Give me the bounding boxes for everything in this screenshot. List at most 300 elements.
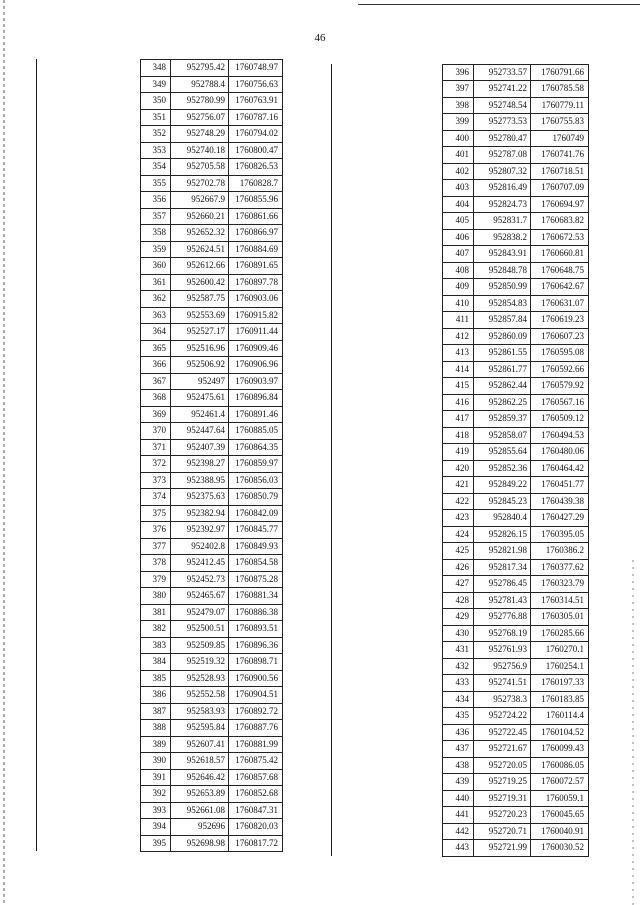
y-coordinate-cell: 1760881.34 bbox=[228, 588, 283, 604]
point-number-cell: 405 bbox=[442, 213, 473, 229]
x-coordinate-cell: 952646.42 bbox=[170, 770, 228, 786]
table-row bbox=[442, 840, 589, 857]
table-row bbox=[140, 621, 283, 638]
table-row bbox=[442, 114, 589, 131]
x-coordinate-cell: 952583.93 bbox=[170, 704, 228, 720]
point-number-cell: 409 bbox=[442, 279, 473, 295]
y-coordinate-cell: 1760886.38 bbox=[228, 605, 283, 621]
x-coordinate-cell: 952741.22 bbox=[473, 81, 530, 97]
table-row bbox=[140, 704, 283, 721]
y-coordinate-cell: 1760855.96 bbox=[228, 192, 283, 208]
x-coordinate-cell: 952756.07 bbox=[170, 110, 228, 126]
x-coordinate-cell: 952719.25 bbox=[473, 774, 530, 790]
point-number-cell: 435 bbox=[442, 708, 473, 724]
y-coordinate-cell: 1760045.65 bbox=[530, 807, 589, 823]
table-row bbox=[442, 345, 589, 362]
x-coordinate-cell: 952848.78 bbox=[473, 263, 530, 279]
table-row bbox=[140, 324, 283, 341]
point-number-cell: 407 bbox=[442, 246, 473, 262]
table-row bbox=[442, 791, 589, 808]
point-number-cell: 420 bbox=[442, 461, 473, 477]
point-number-cell: 382 bbox=[140, 621, 170, 637]
table-body bbox=[442, 64, 589, 857]
x-coordinate-cell: 952719.31 bbox=[473, 791, 530, 807]
point-number-cell: 392 bbox=[140, 786, 170, 802]
y-coordinate-cell: 1760864.35 bbox=[228, 440, 283, 456]
x-coordinate-cell: 952788.4 bbox=[170, 77, 228, 93]
point-number-cell: 353 bbox=[140, 143, 170, 159]
y-coordinate-cell: 1760847.31 bbox=[228, 803, 283, 819]
point-number-cell: 441 bbox=[442, 807, 473, 823]
y-coordinate-cell: 1760386.2 bbox=[530, 543, 589, 559]
y-coordinate-cell: 1760030.52 bbox=[530, 840, 589, 856]
y-coordinate-cell: 1760323.79 bbox=[530, 576, 589, 592]
y-coordinate-cell: 1760040.91 bbox=[530, 824, 589, 840]
y-coordinate-cell: 1760592.66 bbox=[530, 362, 589, 378]
table-row bbox=[442, 230, 589, 247]
y-coordinate-cell: 1760509.12 bbox=[530, 411, 589, 427]
y-coordinate-cell: 1760849.93 bbox=[228, 539, 283, 555]
point-number-cell: 352 bbox=[140, 126, 170, 142]
table-row bbox=[140, 423, 283, 440]
y-coordinate-cell: 1760893.51 bbox=[228, 621, 283, 637]
x-coordinate-cell: 952780.47 bbox=[473, 131, 530, 147]
y-coordinate-cell: 1760900.56 bbox=[228, 671, 283, 687]
x-coordinate-cell: 952660.21 bbox=[170, 209, 228, 225]
x-coordinate-cell: 952392.97 bbox=[170, 522, 228, 538]
table-row bbox=[140, 242, 283, 259]
x-coordinate-cell: 952720.71 bbox=[473, 824, 530, 840]
y-coordinate-cell: 1760909.46 bbox=[228, 341, 283, 357]
x-coordinate-cell: 952761.93 bbox=[473, 642, 530, 658]
table-row bbox=[140, 93, 283, 110]
y-coordinate-cell: 1760749 bbox=[530, 131, 589, 147]
table-row bbox=[442, 527, 589, 544]
y-coordinate-cell: 1760892.72 bbox=[228, 704, 283, 720]
point-number-cell: 357 bbox=[140, 209, 170, 225]
table-row bbox=[442, 807, 589, 824]
point-number-cell: 350 bbox=[140, 93, 170, 109]
point-number-cell: 366 bbox=[140, 357, 170, 373]
x-coordinate-cell: 952748.54 bbox=[473, 98, 530, 114]
table-row bbox=[442, 213, 589, 230]
x-coordinate-cell: 952388.95 bbox=[170, 473, 228, 489]
point-number-cell: 416 bbox=[442, 395, 473, 411]
table-blank-column bbox=[331, 64, 442, 856]
y-coordinate-cell: 1760755.83 bbox=[530, 114, 589, 130]
point-number-cell: 411 bbox=[442, 312, 473, 328]
y-coordinate-cell: 1760427.29 bbox=[530, 510, 589, 526]
point-number-cell: 424 bbox=[442, 527, 473, 543]
y-coordinate-cell: 1760903.06 bbox=[228, 291, 283, 307]
point-number-cell: 427 bbox=[442, 576, 473, 592]
x-coordinate-cell: 952861.77 bbox=[473, 362, 530, 378]
x-coordinate-cell: 952776.88 bbox=[473, 609, 530, 625]
y-coordinate-cell: 1760270.1 bbox=[530, 642, 589, 658]
x-coordinate-cell: 952821.98 bbox=[473, 543, 530, 559]
table-row bbox=[140, 291, 283, 308]
point-number-cell: 402 bbox=[442, 164, 473, 180]
point-number-cell: 387 bbox=[140, 704, 170, 720]
table-row bbox=[442, 428, 589, 445]
table-row bbox=[140, 126, 283, 143]
x-coordinate-cell: 952500.51 bbox=[170, 621, 228, 637]
y-coordinate-cell: 1760845.77 bbox=[228, 522, 283, 538]
table-row bbox=[442, 741, 589, 758]
y-coordinate-cell: 1760826.53 bbox=[228, 159, 283, 175]
y-coordinate-cell: 1760817.72 bbox=[228, 836, 283, 852]
point-number-cell: 395 bbox=[140, 836, 170, 852]
point-number-cell: 373 bbox=[140, 473, 170, 489]
y-coordinate-cell: 1760377.62 bbox=[530, 560, 589, 576]
point-number-cell: 378 bbox=[140, 555, 170, 571]
y-coordinate-cell: 1760183.85 bbox=[530, 692, 589, 708]
table-row bbox=[140, 440, 283, 457]
x-coordinate-cell: 952845.23 bbox=[473, 494, 530, 510]
table-row bbox=[442, 411, 589, 428]
y-coordinate-cell: 1760903.97 bbox=[228, 374, 283, 390]
page-number: 46 bbox=[314, 32, 326, 44]
point-number-cell: 370 bbox=[140, 423, 170, 439]
point-number-cell: 410 bbox=[442, 296, 473, 312]
table-row bbox=[140, 77, 283, 94]
point-number-cell: 430 bbox=[442, 626, 473, 642]
table-body bbox=[140, 59, 283, 852]
x-coordinate-cell: 952748.29 bbox=[170, 126, 228, 142]
table-row bbox=[442, 659, 589, 676]
x-coordinate-cell: 952652.32 bbox=[170, 225, 228, 241]
y-coordinate-cell: 1760904.51 bbox=[228, 687, 283, 703]
point-number-cell: 415 bbox=[442, 378, 473, 394]
y-coordinate-cell: 1760718.51 bbox=[530, 164, 589, 180]
x-coordinate-cell: 952733.57 bbox=[473, 65, 530, 81]
x-coordinate-cell: 952843.91 bbox=[473, 246, 530, 262]
coordinates-table-right bbox=[331, 64, 589, 857]
x-coordinate-cell: 952595.84 bbox=[170, 720, 228, 736]
x-coordinate-cell: 952756.9 bbox=[473, 659, 530, 675]
table-row bbox=[140, 572, 283, 589]
table-row bbox=[140, 159, 283, 176]
x-coordinate-cell: 952722.45 bbox=[473, 725, 530, 741]
point-number-cell: 401 bbox=[442, 147, 473, 163]
y-coordinate-cell: 1760787.16 bbox=[228, 110, 283, 126]
y-coordinate-cell: 1760828.7 bbox=[228, 176, 283, 192]
table-row bbox=[140, 522, 283, 539]
y-coordinate-cell: 1760911.44 bbox=[228, 324, 283, 340]
point-number-cell: 364 bbox=[140, 324, 170, 340]
table-row bbox=[442, 560, 589, 577]
point-number-cell: 429 bbox=[442, 609, 473, 625]
x-coordinate-cell: 952618.57 bbox=[170, 753, 228, 769]
x-coordinate-cell: 952740.18 bbox=[170, 143, 228, 159]
point-number-cell: 442 bbox=[442, 824, 473, 840]
x-coordinate-cell: 952816.49 bbox=[473, 180, 530, 196]
point-number-cell: 376 bbox=[140, 522, 170, 538]
table-row bbox=[442, 65, 589, 82]
y-coordinate-cell: 1760885.05 bbox=[228, 423, 283, 439]
x-coordinate-cell: 952516.96 bbox=[170, 341, 228, 357]
x-coordinate-cell: 952720.05 bbox=[473, 758, 530, 774]
point-number-cell: 377 bbox=[140, 539, 170, 555]
x-coordinate-cell: 952497 bbox=[170, 374, 228, 390]
x-coordinate-cell: 952412.45 bbox=[170, 555, 228, 571]
table-row bbox=[442, 725, 589, 742]
point-number-cell: 426 bbox=[442, 560, 473, 576]
table-row bbox=[442, 774, 589, 791]
table-row bbox=[442, 164, 589, 181]
x-coordinate-cell: 952600.42 bbox=[170, 275, 228, 291]
point-number-cell: 349 bbox=[140, 77, 170, 93]
x-coordinate-cell: 952826.15 bbox=[473, 527, 530, 543]
scan-edge-artifact-right bbox=[632, 560, 634, 905]
y-coordinate-cell: 1760896.84 bbox=[228, 390, 283, 406]
y-coordinate-cell: 1760104.52 bbox=[530, 725, 589, 741]
point-number-cell: 436 bbox=[442, 725, 473, 741]
y-coordinate-cell: 1760842.09 bbox=[228, 506, 283, 522]
point-number-cell: 443 bbox=[442, 840, 473, 856]
y-coordinate-cell: 1760086.05 bbox=[530, 758, 589, 774]
y-coordinate-cell: 1760897.78 bbox=[228, 275, 283, 291]
x-coordinate-cell: 952553.69 bbox=[170, 308, 228, 324]
x-coordinate-cell: 952780.99 bbox=[170, 93, 228, 109]
table-row bbox=[140, 110, 283, 127]
x-coordinate-cell: 952398.27 bbox=[170, 456, 228, 472]
table-row bbox=[442, 708, 589, 725]
x-coordinate-cell: 952773.53 bbox=[473, 114, 530, 130]
x-coordinate-cell: 952768.19 bbox=[473, 626, 530, 642]
x-coordinate-cell: 952447.64 bbox=[170, 423, 228, 439]
x-coordinate-cell: 952855.64 bbox=[473, 444, 530, 460]
point-number-cell: 423 bbox=[442, 510, 473, 526]
table-row bbox=[140, 407, 283, 424]
x-coordinate-cell: 952859.37 bbox=[473, 411, 530, 427]
table-row bbox=[140, 60, 283, 77]
table-row bbox=[140, 654, 283, 671]
x-coordinate-cell: 952506.92 bbox=[170, 357, 228, 373]
x-coordinate-cell: 952452.73 bbox=[170, 572, 228, 588]
y-coordinate-cell: 1760785.58 bbox=[530, 81, 589, 97]
point-number-cell: 406 bbox=[442, 230, 473, 246]
x-coordinate-cell: 952786.45 bbox=[473, 576, 530, 592]
table-row bbox=[442, 692, 589, 709]
y-coordinate-cell: 1760660.81 bbox=[530, 246, 589, 262]
table-row bbox=[442, 510, 589, 527]
x-coordinate-cell: 952667.9 bbox=[170, 192, 228, 208]
x-coordinate-cell: 952724.22 bbox=[473, 708, 530, 724]
point-number-cell: 386 bbox=[140, 687, 170, 703]
scan-top-line bbox=[358, 4, 640, 5]
y-coordinate-cell: 1760898.71 bbox=[228, 654, 283, 670]
table-row bbox=[140, 473, 283, 490]
point-number-cell: 348 bbox=[140, 60, 170, 76]
x-coordinate-cell: 952849.22 bbox=[473, 477, 530, 493]
y-coordinate-cell: 1760254.1 bbox=[530, 659, 589, 675]
point-number-cell: 371 bbox=[140, 440, 170, 456]
x-coordinate-cell: 952795.42 bbox=[170, 60, 228, 76]
x-coordinate-cell: 952698.98 bbox=[170, 836, 228, 852]
x-coordinate-cell: 952407.39 bbox=[170, 440, 228, 456]
table-row bbox=[442, 444, 589, 461]
table-row bbox=[442, 131, 589, 148]
point-number-cell: 360 bbox=[140, 258, 170, 274]
table-row bbox=[140, 192, 283, 209]
point-number-cell: 356 bbox=[140, 192, 170, 208]
x-coordinate-cell: 952840.4 bbox=[473, 510, 530, 526]
table-row bbox=[140, 275, 283, 292]
point-number-cell: 369 bbox=[140, 407, 170, 423]
y-coordinate-cell: 1760567.16 bbox=[530, 395, 589, 411]
point-number-cell: 388 bbox=[140, 720, 170, 736]
x-coordinate-cell: 952741.51 bbox=[473, 675, 530, 691]
point-number-cell: 365 bbox=[140, 341, 170, 357]
table-row bbox=[442, 246, 589, 263]
x-coordinate-cell: 952661.08 bbox=[170, 803, 228, 819]
x-coordinate-cell: 952527.17 bbox=[170, 324, 228, 340]
y-coordinate-cell: 1760854.58 bbox=[228, 555, 283, 571]
y-coordinate-cell: 1760756.63 bbox=[228, 77, 283, 93]
point-number-cell: 438 bbox=[442, 758, 473, 774]
point-number-cell: 404 bbox=[442, 197, 473, 213]
table-row bbox=[442, 180, 589, 197]
point-number-cell: 397 bbox=[442, 81, 473, 97]
y-coordinate-cell: 1760439.38 bbox=[530, 494, 589, 510]
table-row bbox=[442, 494, 589, 511]
y-coordinate-cell: 1760791.66 bbox=[530, 65, 589, 81]
y-coordinate-cell: 1760072.57 bbox=[530, 774, 589, 790]
table-row bbox=[140, 357, 283, 374]
point-number-cell: 396 bbox=[442, 65, 473, 81]
point-number-cell: 372 bbox=[140, 456, 170, 472]
x-coordinate-cell: 952861.55 bbox=[473, 345, 530, 361]
table-row bbox=[442, 329, 589, 346]
table-row bbox=[140, 687, 283, 704]
x-coordinate-cell: 952475.61 bbox=[170, 390, 228, 406]
y-coordinate-cell: 1760875.42 bbox=[228, 753, 283, 769]
table-row bbox=[140, 374, 283, 391]
y-coordinate-cell: 1760314.51 bbox=[530, 593, 589, 609]
table-row bbox=[140, 506, 283, 523]
table-row bbox=[140, 555, 283, 572]
table-row bbox=[442, 675, 589, 692]
x-coordinate-cell: 952824.73 bbox=[473, 197, 530, 213]
x-coordinate-cell: 952838.2 bbox=[473, 230, 530, 246]
table-row bbox=[140, 341, 283, 358]
x-coordinate-cell: 952612.66 bbox=[170, 258, 228, 274]
y-coordinate-cell: 1760494.53 bbox=[530, 428, 589, 444]
point-number-cell: 391 bbox=[140, 770, 170, 786]
x-coordinate-cell: 952817.34 bbox=[473, 560, 530, 576]
y-coordinate-cell: 1760763.91 bbox=[228, 93, 283, 109]
point-number-cell: 363 bbox=[140, 308, 170, 324]
point-number-cell: 362 bbox=[140, 291, 170, 307]
table-row bbox=[442, 378, 589, 395]
point-number-cell: 375 bbox=[140, 506, 170, 522]
table-row bbox=[140, 489, 283, 506]
x-coordinate-cell: 952465.67 bbox=[170, 588, 228, 604]
x-coordinate-cell: 952850.99 bbox=[473, 279, 530, 295]
y-coordinate-cell: 1760059.1 bbox=[530, 791, 589, 807]
x-coordinate-cell: 952860.09 bbox=[473, 329, 530, 345]
point-number-cell: 414 bbox=[442, 362, 473, 378]
y-coordinate-cell: 1760875.28 bbox=[228, 572, 283, 588]
table-row bbox=[442, 197, 589, 214]
y-coordinate-cell: 1760672.53 bbox=[530, 230, 589, 246]
table-row bbox=[140, 176, 283, 193]
y-coordinate-cell: 1760850.79 bbox=[228, 489, 283, 505]
point-number-cell: 425 bbox=[442, 543, 473, 559]
table-row bbox=[140, 671, 283, 688]
y-coordinate-cell: 1760906.96 bbox=[228, 357, 283, 373]
x-coordinate-cell: 952528.93 bbox=[170, 671, 228, 687]
table-row bbox=[442, 609, 589, 626]
point-number-cell: 422 bbox=[442, 494, 473, 510]
point-number-cell: 383 bbox=[140, 638, 170, 654]
x-coordinate-cell: 952787.08 bbox=[473, 147, 530, 163]
point-number-cell: 432 bbox=[442, 659, 473, 675]
table-row bbox=[140, 456, 283, 473]
table-row bbox=[140, 605, 283, 622]
table-row bbox=[140, 209, 283, 226]
table-row bbox=[140, 819, 283, 836]
x-coordinate-cell: 952402.8 bbox=[170, 539, 228, 555]
y-coordinate-cell: 1760861.66 bbox=[228, 209, 283, 225]
table-row bbox=[442, 81, 589, 98]
table-row bbox=[140, 737, 283, 754]
table-row bbox=[140, 390, 283, 407]
point-number-cell: 351 bbox=[140, 110, 170, 126]
table-row bbox=[442, 543, 589, 560]
y-coordinate-cell: 1760197.33 bbox=[530, 675, 589, 691]
table-row bbox=[442, 296, 589, 313]
x-coordinate-cell: 952738.3 bbox=[473, 692, 530, 708]
y-coordinate-cell: 1760619.23 bbox=[530, 312, 589, 328]
y-coordinate-cell: 1760631.07 bbox=[530, 296, 589, 312]
x-coordinate-cell: 952509.85 bbox=[170, 638, 228, 654]
y-coordinate-cell: 1760451.77 bbox=[530, 477, 589, 493]
x-coordinate-cell: 952461.4 bbox=[170, 407, 228, 423]
x-coordinate-cell: 952862.44 bbox=[473, 378, 530, 394]
y-coordinate-cell: 1760891.46 bbox=[228, 407, 283, 423]
y-coordinate-cell: 1760683.82 bbox=[530, 213, 589, 229]
point-number-cell: 440 bbox=[442, 791, 473, 807]
y-coordinate-cell: 1760779.11 bbox=[530, 98, 589, 114]
x-coordinate-cell: 952653.89 bbox=[170, 786, 228, 802]
point-number-cell: 434 bbox=[442, 692, 473, 708]
table-row bbox=[442, 395, 589, 412]
x-coordinate-cell: 952831.7 bbox=[473, 213, 530, 229]
table-row bbox=[442, 312, 589, 329]
point-number-cell: 381 bbox=[140, 605, 170, 621]
point-number-cell: 400 bbox=[442, 131, 473, 147]
y-coordinate-cell: 1760856.03 bbox=[228, 473, 283, 489]
table-blank-column bbox=[36, 59, 140, 851]
x-coordinate-cell: 952705.58 bbox=[170, 159, 228, 175]
table-row bbox=[442, 626, 589, 643]
table-row bbox=[140, 786, 283, 803]
table-row bbox=[140, 803, 283, 820]
y-coordinate-cell: 1760881.99 bbox=[228, 737, 283, 753]
table-row bbox=[140, 588, 283, 605]
table-row bbox=[140, 258, 283, 275]
table-row bbox=[140, 638, 283, 655]
table-row bbox=[442, 576, 589, 593]
y-coordinate-cell: 1760114.4 bbox=[530, 708, 589, 724]
x-coordinate-cell: 952862.25 bbox=[473, 395, 530, 411]
point-number-cell: 384 bbox=[140, 654, 170, 670]
table-row bbox=[140, 539, 283, 556]
table-row bbox=[442, 758, 589, 775]
y-coordinate-cell: 1760887.76 bbox=[228, 720, 283, 736]
